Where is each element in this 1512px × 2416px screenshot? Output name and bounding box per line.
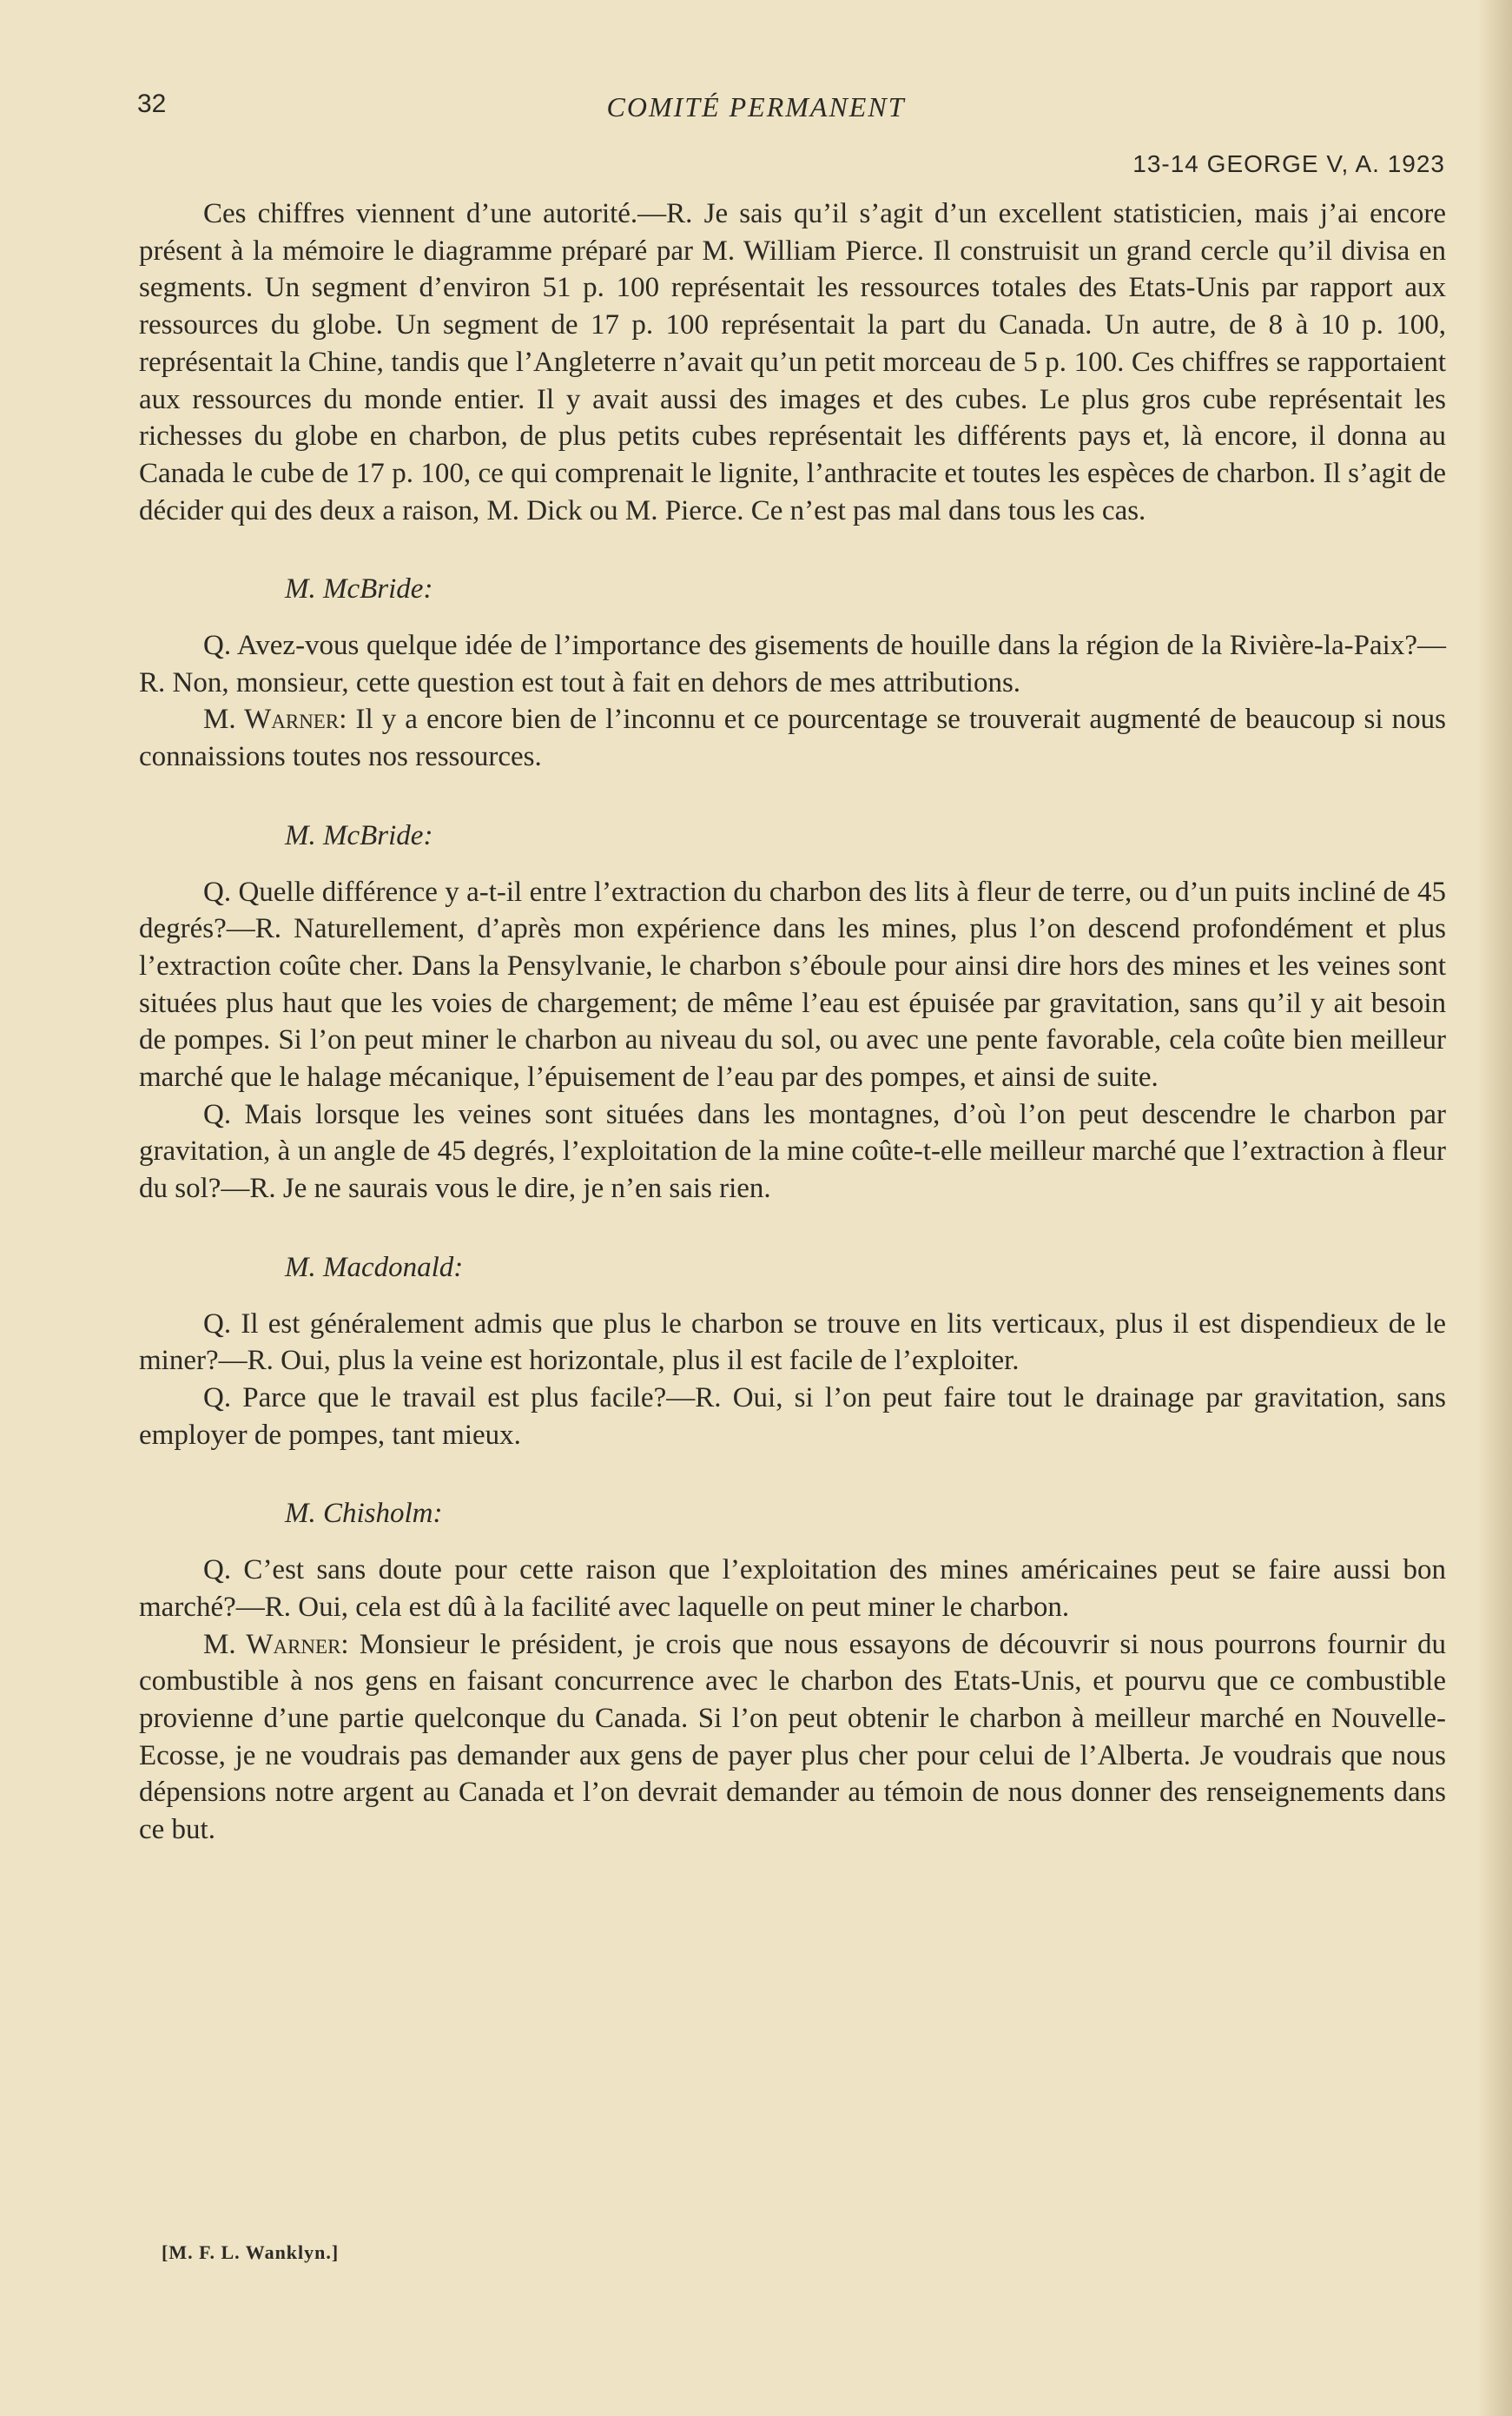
session-label: 13-14 GEORGE V, A. 1923 (1132, 150, 1445, 177)
speaker-heading: M. Chisholm: (285, 1498, 443, 1530)
page-edge-shade (1477, 0, 1512, 2416)
body-text (139, 195, 1446, 1849)
paragraph: Q. C’est sans doute pour cette raison que l’exploitation des mines américaines peut se faire aussi bon marché?—R. Oui, cela est dû à la facilité avec laquelle on peut miner le charbon. (139, 1554, 1446, 1623)
paragraph: Q. Mais lorsque les veines sont situées dans les montagnes, d’où l’on peut descendre le charbon par gravitation, à un angle de 45 degrés, l’exploitation de la mine coûte-t-elle meilleur marché que l’extraction à fleur du sol?—R. Je ne saurais vous le dire, je n’en sais rien. (139, 1098, 1446, 1205)
speaker-heading: M. McBride: (285, 819, 433, 851)
paragraph: Q. Parce que le travail est plus facile?—R. Oui, si l’on peut faire tout le drainage par gravitation, sans employer de pompes, tant mieux. (139, 1381, 1446, 1451)
paragraph: Q. Il est généralement admis que plus le charbon se trouve en lits verticaux, plus il est dispendieux de le miner?—R. Oui, plus la veine est horizontale, plus il est facile de l’exploiter. (139, 1307, 1446, 1377)
paragraph (139, 1626, 1446, 1849)
paragraph: Ces chiffres viennent d’une autorité.—R. Je sais qu’il s’agit d’un excellent statisticien, mais j’ai encore présent à la mémoire le diagramme préparé par M. William Pierce. Il construisit un grand cercle qu’il divisa en segments. Un segment d’environ 51 p. 100 représentait les ressources totales des Etats-Unis par rapport aux ressources du globe. Un segment de 17 p. 100 représentait la part du Canada. Un autre, de 8 à 10 p. 100, représentait la Chine, tandis que l’Angleterre n’avait qu’un petit morceau de 5 p. 100. Ces chiffres se rapportaient aux ressources du monde entier. Il y avait aussi des images et des cubes. Le plus gros cube représentait les richesses du globe en charbon, de plus petits cubes représentait les différents pays et, là encore, il donna au Canada le cube de 17 p. 100, ce qui comprenait le lignite, l’anthracite et toutes les espèces de charbon. Il s’agit de décider qui des deux a raison, M. Dick ou M. Pierce. Ce n’est pas mal dans tous les cas. (139, 198, 1446, 526)
witness-signature: [M. F. L. Wanklyn.] (162, 2241, 340, 2263)
running-title: COMITÉ PERMANENT (606, 91, 906, 122)
speaker-heading: M. McBride: (285, 573, 433, 606)
speaker-heading: M. Macdonald: (285, 1251, 464, 1283)
speaker-name: M. Warner: (203, 704, 347, 736)
paragraph: Q. Avez-vous quelque idée de l’importance des gisements de houille dans la région de la Rivière-la-Paix?—R. Non, monsieur, cette question est tout à fait en dehors de mes attributions. (139, 630, 1446, 698)
speaker-name: M. Warner: (203, 1628, 349, 1660)
paragraph-text: Il y a encore bien de l’inconnu et ce pourcentage se trouverait augmenté de beaucoup si nous connaissions toutes nos ressources. (139, 704, 1446, 773)
paragraph-text: Monsieur le président, je crois que nous essayons de découvrir si nous pourrons fournir du combustible à nos gens en faisant concurrence avec le charbon des Etats-Unis, et pourvu que ce combustible provienne d’une partie quelconque du Canada. Si l’on peut obtenir le charbon à meilleur marché en Nouvelle-Ecosse, je ne voudrais pas demander aux gens de payer plus cher pour celui de l’Alberta. Je voudrais que nous dépensions notre argent au Canada et l’on devrait demander au témoin de nous donner des renseignements dans ce but. (139, 1628, 1446, 1846)
paragraph: Q. Quelle différence y a-t-il entre l’extraction du charbon des lits à fleur de terre, ou d’un puits incliné de 45 degrés?—R. Naturellement, d’après mon expérience dans les mines, plus l’on descend profondément et plus l’extraction coûte cher. Dans la Pensylvanie, le charbon s’éboule pour ainsi dire hors des mines et les veines sont situées plus haut que les voies de chargement; de même l’eau est épuisée par gravitation, sans qu’il y ait besoin de pompes. Si l’on peut miner le charbon au niveau du sol, ou avec une pente favorable, cela coûte bien meilleur marché que le halage mécanique, l’épuisement de l’eau par des pompes, et ainsi de suite. (139, 876, 1446, 1094)
paragraph (139, 701, 1446, 775)
page-number: 32 (137, 89, 167, 118)
